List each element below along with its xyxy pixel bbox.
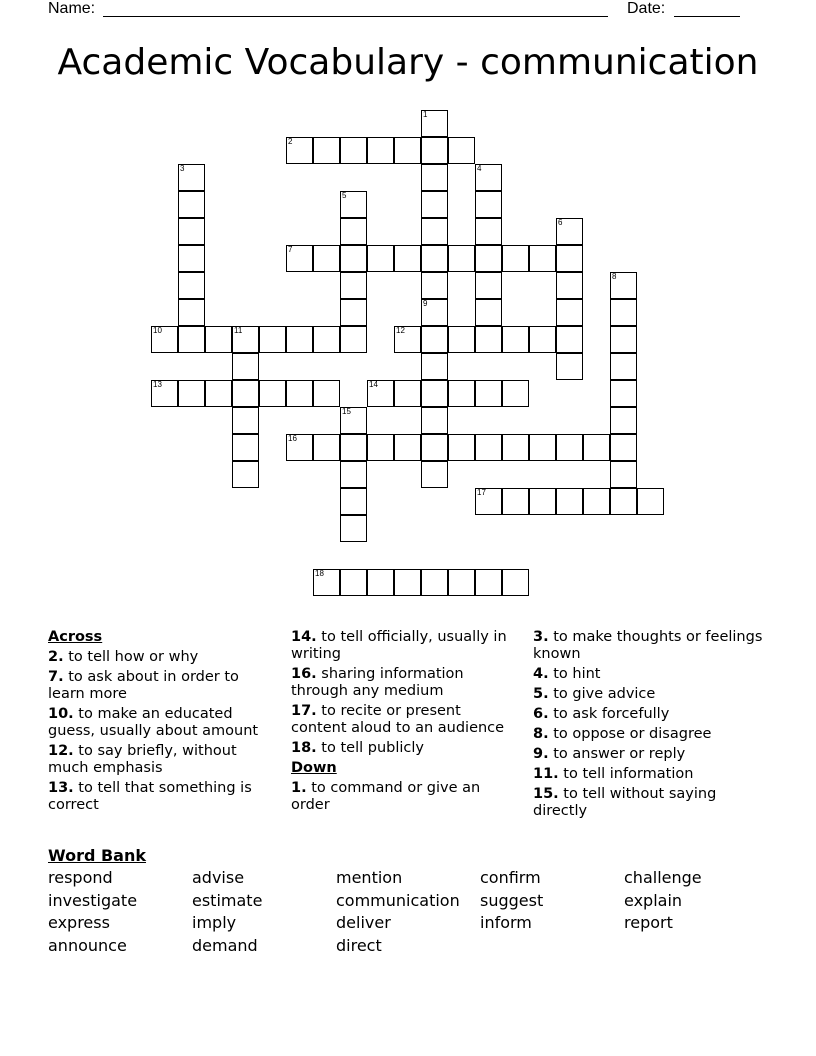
grid-cell[interactable] <box>178 299 205 326</box>
grid-cell[interactable] <box>610 272 637 299</box>
clue-number: 4. <box>533 666 549 682</box>
grid-cell[interactable] <box>205 326 232 353</box>
grid-cell[interactable] <box>421 137 448 164</box>
grid-cell[interactable] <box>610 380 637 407</box>
clue-text: to give advice <box>548 686 656 702</box>
clue-down-1 <box>291 780 516 814</box>
grid-cell[interactable] <box>286 245 313 272</box>
clue-down-5 <box>533 686 768 703</box>
grid-cell[interactable] <box>475 218 502 245</box>
clue-across-14 <box>291 629 516 663</box>
clue-text: to tell officially, usually in writing <box>291 629 507 662</box>
grid-cell[interactable] <box>502 434 529 461</box>
clue-number: 2. <box>48 649 64 665</box>
page-title: Academic Vocabulary - communication <box>57 42 759 83</box>
grid-cell[interactable] <box>421 245 448 272</box>
word-bank-item: inform <box>480 913 532 932</box>
clue-across-2 <box>48 649 273 666</box>
clue-number: 14. <box>291 629 317 645</box>
grid-cell[interactable] <box>367 569 394 596</box>
grid-cell[interactable] <box>394 380 421 407</box>
grid-cell[interactable] <box>448 569 475 596</box>
across-heading: Across <box>48 629 103 645</box>
grid-cell[interactable] <box>340 299 367 326</box>
clue-across-18 <box>291 740 516 757</box>
clue-across-17 <box>291 703 516 737</box>
grid-cell[interactable] <box>421 353 448 380</box>
grid-cell[interactable] <box>475 380 502 407</box>
grid-cell[interactable] <box>394 326 421 353</box>
grid-cell[interactable] <box>556 245 583 272</box>
grid-cell[interactable] <box>313 434 340 461</box>
grid-cell[interactable] <box>502 326 529 353</box>
clue-down-6 <box>533 706 768 723</box>
grid-cell[interactable] <box>178 380 205 407</box>
word-bank-item: advise <box>192 868 245 887</box>
grid-cell[interactable] <box>610 434 637 461</box>
clue-across-16 <box>291 666 516 700</box>
grid-cell[interactable] <box>529 434 556 461</box>
grid-cell[interactable] <box>556 218 583 245</box>
grid-cell[interactable] <box>421 407 448 434</box>
grid-cell[interactable] <box>421 164 448 191</box>
grid-cell[interactable] <box>205 380 232 407</box>
grid-cell[interactable] <box>340 434 367 461</box>
cell-number: 1 <box>423 110 428 119</box>
clue-text: to recite or present content aloud to an audience <box>291 703 505 736</box>
cell-number: 14 <box>369 380 378 389</box>
grid-cell[interactable] <box>394 137 421 164</box>
clue-number: 6. <box>533 706 549 722</box>
grid-cell[interactable] <box>259 380 286 407</box>
grid-cell[interactable] <box>232 434 259 461</box>
grid-cell[interactable] <box>394 569 421 596</box>
grid-cell[interactable] <box>502 380 529 407</box>
grid-cell[interactable] <box>340 488 367 515</box>
clue-number: 11. <box>533 766 559 782</box>
cell-number: 2 <box>288 137 293 146</box>
grid-cell[interactable] <box>313 569 340 596</box>
grid-cell[interactable] <box>556 326 583 353</box>
grid-cell[interactable] <box>232 380 259 407</box>
grid-cell[interactable] <box>475 272 502 299</box>
grid-cell[interactable] <box>421 110 448 137</box>
grid-cell[interactable] <box>610 407 637 434</box>
clue-across-12 <box>48 743 273 777</box>
word-bank-item: explain <box>624 890 683 910</box>
word-bank-title: Word Bank <box>48 846 147 865</box>
cell-number: 7 <box>288 245 293 254</box>
word-bank-item: communication <box>336 890 460 910</box>
clue-column-1 <box>48 629 273 817</box>
word-bank-item: estimate <box>192 890 263 910</box>
grid-cell[interactable] <box>583 434 610 461</box>
clue-number: 7. <box>48 669 64 685</box>
clue-text: to make an educated guess, usually about amount <box>48 706 259 739</box>
grid-cell[interactable] <box>502 245 529 272</box>
cell-number: 5 <box>342 191 347 200</box>
grid-cell[interactable] <box>421 380 448 407</box>
clue-number: 15. <box>533 786 559 802</box>
grid-cell[interactable] <box>448 434 475 461</box>
grid-cell[interactable] <box>583 488 610 515</box>
clue-across-7 <box>48 669 273 703</box>
word-bank-item: deliver <box>336 913 391 932</box>
cell-number: 8 <box>612 272 617 281</box>
clue-number: 12. <box>48 743 74 759</box>
grid-cell[interactable] <box>286 380 313 407</box>
clue-down-8 <box>533 726 768 743</box>
grid-cell[interactable] <box>475 299 502 326</box>
grid-cell[interactable] <box>340 569 367 596</box>
grid-cell[interactable] <box>151 380 178 407</box>
grid-cell[interactable] <box>178 164 205 191</box>
grid-cell[interactable] <box>340 191 367 218</box>
grid-cell[interactable] <box>448 380 475 407</box>
grid-cell[interactable] <box>556 353 583 380</box>
clue-down-11 <box>533 766 768 783</box>
word-bank-item: demand <box>192 935 258 955</box>
grid-cell[interactable] <box>529 488 556 515</box>
grid-cell[interactable] <box>232 353 259 380</box>
grid-cell[interactable] <box>259 326 286 353</box>
grid-cell[interactable] <box>313 245 340 272</box>
cell-number: 15 <box>342 407 351 416</box>
grid-cell[interactable] <box>232 461 259 488</box>
grid-cell[interactable] <box>367 380 394 407</box>
clue-text: to say briefly, without much emphasis <box>48 743 237 776</box>
clue-number: 5. <box>533 686 549 702</box>
grid-cell[interactable] <box>313 380 340 407</box>
clue-number: 13. <box>48 780 74 796</box>
grid-cell[interactable] <box>421 272 448 299</box>
grid-cell[interactable] <box>313 326 340 353</box>
clue-text: to command or give an order <box>291 780 481 813</box>
grid-cell[interactable] <box>475 245 502 272</box>
grid-cell[interactable] <box>610 326 637 353</box>
date-label: Date: <box>627 0 666 17</box>
name-label: Name: <box>48 0 96 17</box>
clue-number: 17. <box>291 703 317 719</box>
grid-cell[interactable] <box>232 407 259 434</box>
clue-text: to tell how or why <box>63 649 199 665</box>
grid-cell[interactable] <box>556 299 583 326</box>
grid-cell[interactable] <box>232 326 259 353</box>
grid-cell[interactable] <box>556 488 583 515</box>
word-bank-item: respond <box>48 868 113 887</box>
word-bank-item: announce <box>48 935 127 955</box>
clue-down-15 <box>533 786 768 820</box>
grid-cell[interactable] <box>421 434 448 461</box>
cell-number: 13 <box>153 380 162 389</box>
grid-cell[interactable] <box>448 245 475 272</box>
grid-cell[interactable] <box>340 461 367 488</box>
down-heading: Down <box>291 760 337 776</box>
word-bank-item: investigate <box>48 890 138 910</box>
word-bank-item: suggest <box>480 890 544 910</box>
grid-cell[interactable] <box>367 245 394 272</box>
grid-cell[interactable] <box>421 326 448 353</box>
grid-cell[interactable] <box>556 434 583 461</box>
clue-number: 3. <box>533 629 549 645</box>
grid-cell[interactable] <box>475 434 502 461</box>
clue-number: 8. <box>533 726 549 742</box>
grid-cell[interactable] <box>421 461 448 488</box>
clue-column-2 <box>291 629 516 817</box>
grid-cell[interactable] <box>286 434 313 461</box>
grid-cell[interactable] <box>178 191 205 218</box>
cell-number: 6 <box>558 218 563 227</box>
clue-across-13 <box>48 780 273 814</box>
word-bank-item: express <box>48 913 110 932</box>
clue-text: to tell publicly <box>316 740 424 756</box>
grid-cell[interactable] <box>502 569 529 596</box>
grid-cell[interactable] <box>286 326 313 353</box>
clue-text: to tell information <box>558 766 694 782</box>
grid-cell[interactable] <box>610 488 637 515</box>
clue-number: 9. <box>533 746 549 762</box>
grid-cell[interactable] <box>475 191 502 218</box>
clue-column-3 <box>533 629 768 823</box>
cell-number: 18 <box>315 569 324 578</box>
cell-number: 3 <box>180 164 185 173</box>
clue-number: 1. <box>291 780 307 796</box>
cell-number: 10 <box>153 326 162 335</box>
grid-cell[interactable] <box>610 353 637 380</box>
cell-number: 17 <box>477 488 486 497</box>
grid-cell[interactable] <box>340 272 367 299</box>
word-bank-item: imply <box>192 913 237 932</box>
grid-cell[interactable] <box>394 245 421 272</box>
grid-cell[interactable] <box>340 245 367 272</box>
clue-down-3 <box>533 629 768 663</box>
grid-cell[interactable] <box>367 434 394 461</box>
clue-down-9 <box>533 746 768 763</box>
cell-number: 11 <box>234 326 243 335</box>
grid-cell[interactable] <box>421 569 448 596</box>
grid-cell[interactable] <box>178 245 205 272</box>
grid-cell[interactable] <box>421 191 448 218</box>
grid-cell[interactable] <box>178 218 205 245</box>
grid-cell[interactable] <box>475 164 502 191</box>
grid-cell[interactable] <box>340 407 367 434</box>
word-bank-item: report <box>624 913 673 932</box>
grid-cell[interactable] <box>178 326 205 353</box>
cell-number: 9 <box>423 299 428 308</box>
grid-cell[interactable] <box>340 515 367 542</box>
grid-cell[interactable] <box>529 245 556 272</box>
grid-cell[interactable] <box>475 326 502 353</box>
clue-text: to hint <box>548 666 601 682</box>
grid-cell[interactable] <box>448 137 475 164</box>
word-bank-item: challenge <box>624 868 702 887</box>
grid-cell[interactable] <box>151 326 178 353</box>
clue-down-4 <box>533 666 768 683</box>
grid-cell[interactable] <box>178 272 205 299</box>
grid-cell[interactable] <box>367 137 394 164</box>
grid-cell[interactable] <box>340 137 367 164</box>
clue-text: to tell without saying directly <box>533 786 717 819</box>
clue-text: sharing information through any medium <box>291 666 464 699</box>
cell-number: 4 <box>477 164 482 173</box>
grid-cell[interactable] <box>394 434 421 461</box>
grid-cell[interactable] <box>529 326 556 353</box>
grid-cell[interactable] <box>610 299 637 326</box>
grid-cell[interactable] <box>502 488 529 515</box>
clue-text: to oppose or disagree <box>548 726 712 742</box>
word-bank-item: mention <box>336 868 403 887</box>
clue-text: to ask about in order to learn more <box>48 669 239 702</box>
grid-cell[interactable] <box>475 569 502 596</box>
word-bank-item: confirm <box>480 868 541 887</box>
grid-cell[interactable] <box>448 326 475 353</box>
clue-across-10 <box>48 706 273 740</box>
grid-cell[interactable] <box>286 137 313 164</box>
grid-cell[interactable] <box>421 218 448 245</box>
cell-number: 12 <box>396 326 405 335</box>
grid-cell[interactable] <box>637 488 664 515</box>
clue-text: to answer or reply <box>548 746 686 762</box>
clue-text: to tell that something is correct <box>48 780 252 813</box>
grid-cell[interactable] <box>475 488 502 515</box>
word-bank-item: direct <box>336 935 382 955</box>
grid-cell[interactable] <box>340 326 367 353</box>
grid-cell[interactable] <box>313 137 340 164</box>
grid-cell[interactable] <box>421 299 448 326</box>
grid-cell[interactable] <box>556 272 583 299</box>
clue-number: 18. <box>291 740 317 756</box>
clue-number: 16. <box>291 666 317 682</box>
clue-text: to ask forcefully <box>548 706 670 722</box>
grid-cell[interactable] <box>340 218 367 245</box>
cell-number: 16 <box>288 434 297 443</box>
clue-text: to make thoughts or feelings known <box>533 629 763 662</box>
grid-cell[interactable] <box>610 461 637 488</box>
clue-number: 10. <box>48 706 74 722</box>
